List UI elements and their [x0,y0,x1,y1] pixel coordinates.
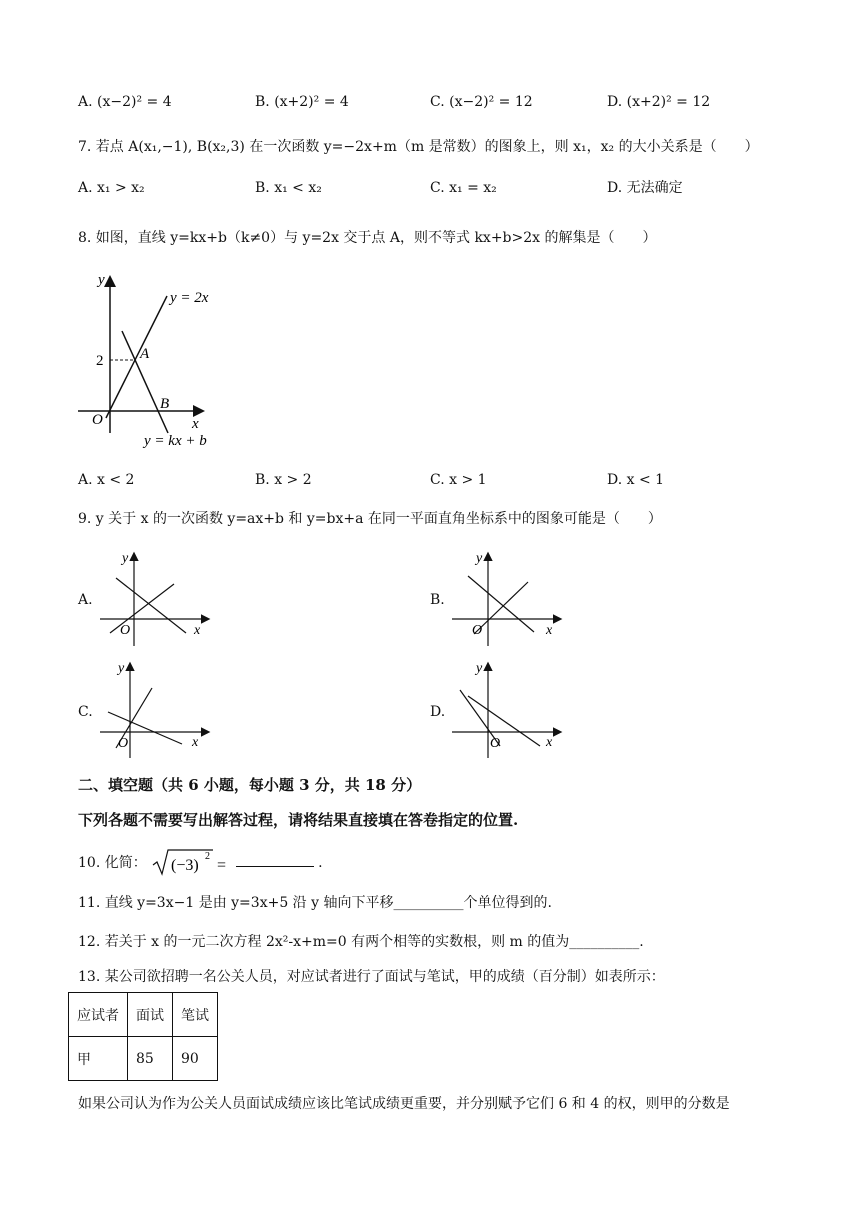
q6-option-c: C. (x−2)² = 12 [430,94,533,110]
table-cell: 85 [128,1037,173,1081]
q9-graph-b [448,548,568,648]
section-title: 二、填空题（共 6 小题，每小题 3 分，共 18 分） [78,776,422,794]
svg-text:y: y [118,661,125,676]
q7-stem: 7. 若点 A(x₁,−1), B(x₂,3) 在一次函数 y=−2x+m（m 是常数）的图象上，则 x₁，x₂ 的大小关系是（ ） [78,139,759,155]
q8-tick-2: 2 [96,353,104,369]
table-header: 面试 [128,993,173,1037]
q6-option-b: B. (x+2)² = 4 [255,94,349,110]
q8-graph [70,268,230,453]
q6-option-a: A. (x−2)² = 4 [78,94,172,110]
q7-option-a: A. x₁ > x₂ [78,180,145,196]
svg-text:=: = [217,857,227,874]
q6-option-d: D. (x+2)² = 12 [607,94,711,110]
q8-line-2x [106,296,170,418]
q8-option-d: D. x < 1 [607,472,665,488]
q8-line-2x-label: y = 2x [170,290,209,306]
q7-option-d: D. 无法确定 [607,180,683,196]
q9-stem: 9. y 关于 x 的一次函数 y=ax+b 和 y=bx+a 在同一平面直角坐标系中的图象可能是（ ） [78,511,662,527]
q10-post: . [318,855,323,871]
svg-text:O: O [490,736,501,751]
table-header-row [69,993,218,1037]
svg-text:O: O [118,736,129,751]
svg-text:y: y [476,661,483,676]
q9-label-a: A. [78,592,93,608]
q8-option-a: A. x < 2 [78,472,135,488]
q8-point-b: B [160,396,170,412]
q8-origin: O [92,412,103,428]
svg-text:(−3): (−3) [171,857,199,874]
q8-option-b: B. x > 2 [255,472,312,488]
q10-blank[interactable] [236,852,314,867]
q8-y-label: y [98,272,105,288]
table-header: 笔试 [173,993,218,1037]
q9-label-b: B. [430,592,445,608]
q8-option-c: C. x > 1 [430,472,487,488]
q10-pre: 10. 化简： [78,855,147,871]
table-row [69,1037,218,1081]
table-cell: 甲 [69,1037,128,1081]
svg-text:x: x [192,735,199,750]
svg-text:x: x [546,735,553,750]
q13-table [68,992,218,1081]
svg-text:x: x [194,623,201,638]
q8-line-kxb-label: y = kx + b [144,433,207,449]
q8-stem: 8. 如图，直线 y=kx+b（k≠0）与 y=2x 交于点 A，则不等式 kx+b>2x 的解集是（ ） [78,230,657,246]
q10-formula [151,848,231,878]
q9-graph-c [96,658,216,758]
q9-label-c: C. [78,704,93,720]
table-header: 应试者 [69,993,128,1037]
section-instruction: 下列各题不需要写出解答过程，请将结果直接填在答卷指定的位置. [78,811,519,829]
q7-option-b: B. x₁ < x₂ [255,180,322,196]
q10-line [78,848,323,878]
q7-option-c: C. x₁ = x₂ [430,180,497,196]
svg-text:x: x [546,623,553,638]
svg-text:2: 2 [205,851,211,862]
q8-x-label: x [192,416,199,432]
table-cell: 90 [173,1037,218,1081]
q12: 12. 若关于 x 的一元二次方程 2x²-x+m=0 有两个相等的实数根，则 m 的值为__________. [78,934,644,950]
q9-label-d: D. [430,704,446,720]
q11: 11. 直线 y=3x−1 是由 y=3x+5 沿 y 轴向下平移__________个单位得到的. [78,895,552,911]
q13-stem: 13. 某公司欲招聘一名公关人员，对应试者进行了面试与笔试，甲的成绩（百分制）如表所示： [78,969,665,985]
q8-point-a: A [140,346,150,362]
q9-graph-d [448,658,568,758]
svg-text:y: y [122,551,129,566]
q13-tail: 如果公司认为作为公关人员面试成绩应该比笔试成绩更重要，并分别赋予它们 6 和 4 的权，则甲的分数是 [78,1096,730,1112]
q9-graph-a [96,548,216,648]
svg-text:O: O [472,623,483,638]
svg-text:O: O [120,623,131,638]
svg-text:y: y [476,551,483,566]
